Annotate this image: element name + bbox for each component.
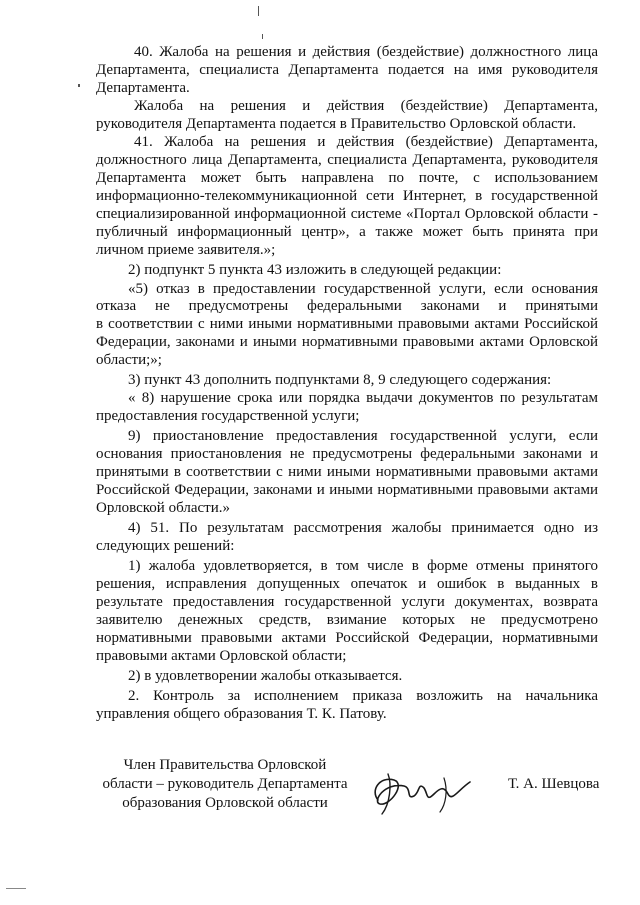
signer-position-line: Член Правительства Орловской [123,757,327,773]
text-line: следующих решений: [96,538,235,554]
text-line: Департамента может быть направлена по почте, с использованием [96,170,598,186]
text-line: Жалоба на решения и действия (бездействие) Департамента, [134,98,598,114]
text-line: Департамента, специалиста Департамента подается на имя руководителя [96,62,598,78]
text-line: Федерации, законами и иными нормативными правовыми актами Орловской [96,334,598,350]
handwritten-signature [360,760,480,820]
text-line: специализированной информационной системе «Портал Орловской области - [96,206,598,222]
text-line: 1) жалоба удовлетворяется, в том числе в форме отмены принятого [128,558,598,574]
text-line: информационно-телекоммуникационной сети Интернет, в государственной [96,188,598,204]
text-line: заявителю денежных средств, взимание которых не предусмотрено [96,612,598,628]
signer-name: Т. А. Шевцова [508,776,600,792]
text-line: 2. Контроль за исполнением приказа возложить на начальника [128,688,598,704]
text-line: принятыми в соответствии с ними иными нормативными правовыми актами [96,464,598,480]
signer-position-line: образования Орловской области [122,795,328,811]
text-line: области;»; [96,352,162,368]
text-line: « 8) нарушение срока или порядка выдачи документов по результатам [128,390,598,406]
text-line: 2) подпункт 5 пункта 43 изложить в следующей редакции: [128,262,502,278]
scan-mark [6,888,26,889]
text-line: в соответствии с ними иными нормативными правовыми актами Российской [96,316,598,332]
text-line: 9) приостановление предоставления государственной услуги, если [128,428,598,444]
text-line: нормативными правовыми актами Российской Федерации, нормативными [96,630,598,646]
text-line: 40. Жалоба на решения и действия (бездействие) должностного лица [134,44,598,60]
text-line: отказа не предусмотрены федеральными законами и принятыми [96,298,598,314]
scan-mark [258,6,259,16]
text-line: Орловской области.» [96,500,230,516]
text-line: личном приеме заявителя.»; [96,242,276,258]
text-line: управления общего образования Т. К. Патову. [96,706,387,722]
text-line: 3) пункт 43 дополнить подпунктами 8, 9 следующего содержания: [128,372,552,388]
text-line: «5) отказ в предоставлении государственной услуги, если основания [128,281,598,297]
text-line: 4) 51. По результатам рассмотрения жалобы принимается одно из [128,520,598,536]
text-line: основания приостановления не предусмотрены федеральными законами и [96,446,598,462]
text-line: 2) в удовлетворении жалобы отказывается. [128,668,403,684]
text-line: публичный информационный центр», а также может быть принята при [96,224,598,240]
signer-position-line: области – руководитель Департамента [102,776,348,792]
scan-mark [262,34,263,39]
scan-mark [78,84,80,87]
text-line: 41. Жалоба на решения и действия (бездействие) Департамента, [134,134,598,150]
text-line: правовыми актами Орловской области; [96,648,347,664]
text-line: Российской Федерации, законами и иными нормативными правовыми актами [96,482,598,498]
signer-position [100,756,350,813]
text-line: должностного лица Департамента, специалиста Департамента, руководителя [96,152,598,168]
text-line: руководителя Департамента подается в Правительство Орловской области. [96,116,577,132]
text-line: Департамента. [96,80,190,96]
text-line: результате предоставления государственной услуги документах, возврата [96,594,598,610]
text-line: решения, исправления допущенных опечаток и ошибок в выданных в [96,576,598,592]
text-line: предоставления государственной услуги; [96,408,360,424]
